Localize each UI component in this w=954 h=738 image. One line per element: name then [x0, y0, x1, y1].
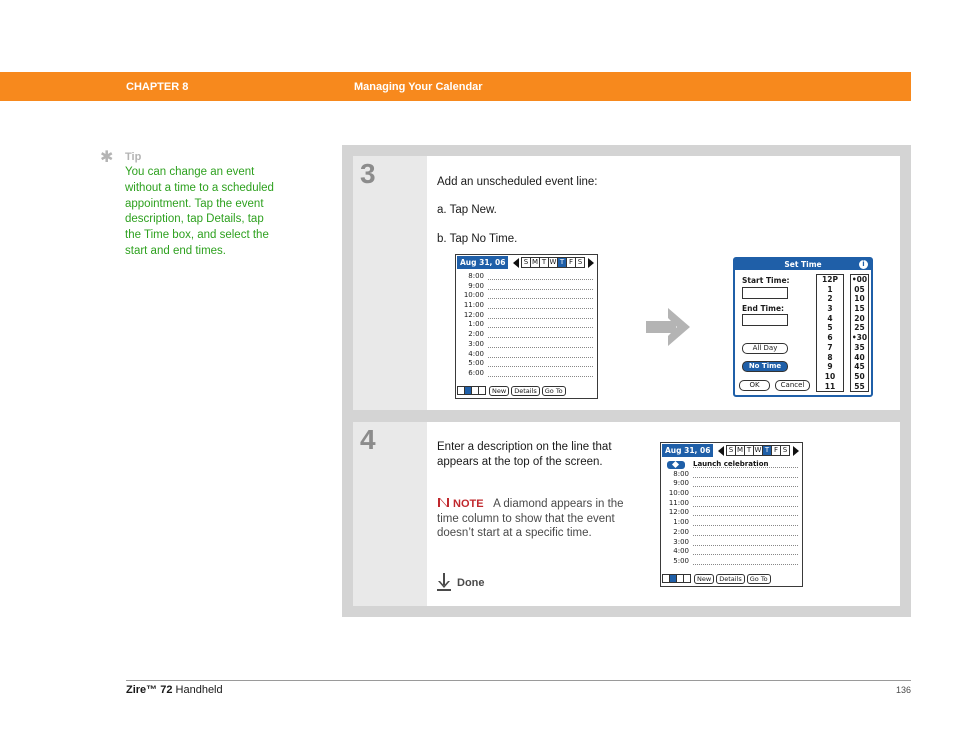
- time-row: [663, 538, 800, 548]
- previous-week-icon: [718, 446, 724, 456]
- minute-item: 50: [854, 371, 865, 381]
- day-button: M: [531, 258, 539, 266]
- time-row: [663, 470, 800, 480]
- next-week-icon: [588, 258, 594, 268]
- step-4-text: Enter a description on the line that appears at the top of the screen.: [437, 441, 612, 468]
- time-label: 10:00: [668, 489, 689, 498]
- time-row: [663, 547, 800, 557]
- palm-button: Details: [716, 574, 745, 584]
- minute-item: 10: [854, 294, 865, 304]
- end-time-field: [742, 314, 788, 326]
- minute-item: 55: [854, 381, 865, 391]
- view-buttons: [663, 574, 691, 583]
- step-number-column: [353, 156, 427, 410]
- end-time-label: End Time:: [742, 304, 785, 313]
- minute-item: 05: [854, 284, 865, 294]
- untimed-event-row: [663, 460, 800, 470]
- down-arrow-icon: [437, 573, 451, 591]
- time-row: [458, 340, 595, 350]
- minute-item: 40: [854, 352, 865, 362]
- day-button: S: [575, 257, 585, 268]
- time-row: [458, 320, 595, 330]
- time-label: 8:00: [673, 469, 689, 478]
- cancel-button: Cancel: [775, 380, 810, 391]
- palm-button: New: [489, 386, 509, 396]
- note-icon: [437, 497, 450, 508]
- time-label: 12:00: [668, 508, 689, 517]
- info-icon: i: [859, 260, 868, 269]
- day-button: T: [762, 445, 772, 456]
- set-time-dialog-screenshot: [733, 257, 873, 397]
- chapter-label: CHAPTER 8: [126, 81, 189, 93]
- time-row: [458, 369, 595, 379]
- month-view-icon: [478, 386, 486, 395]
- day-button: F: [566, 257, 576, 268]
- diamond-marker-icon: [667, 461, 685, 469]
- calendar-bottom-bar: [663, 573, 800, 584]
- minute-item: 15: [854, 304, 865, 314]
- product-name: Zire™ 72: [126, 684, 173, 696]
- tip-asterisk-icon: ✱: [100, 149, 114, 166]
- dialog-title: Set Time: [735, 259, 871, 270]
- footer-rule: [126, 680, 911, 681]
- time-label: 3:00: [468, 339, 484, 348]
- step-4: [353, 422, 900, 606]
- time-label: 1:00: [468, 320, 484, 329]
- time-row: [663, 518, 800, 528]
- hour-item: 10: [824, 371, 836, 381]
- note-text: A diamond appears in the time column to show that the event doesn’t start at a specific time.: [437, 498, 624, 539]
- page-number: 136: [895, 685, 911, 695]
- time-row: [663, 557, 800, 567]
- footer-product: [126, 684, 223, 696]
- day-button: F: [771, 445, 781, 456]
- hour-item: 2: [827, 294, 833, 304]
- time-row: [663, 508, 800, 518]
- day-button: T: [557, 257, 567, 268]
- week-day-selector: [513, 256, 594, 269]
- palm-button: Go To: [542, 386, 566, 396]
- day-button: T: [539, 257, 549, 268]
- minute-item: •30: [851, 333, 868, 343]
- minute-item: 35: [854, 342, 865, 352]
- week-day-selector: [718, 444, 799, 457]
- done-label: Done: [457, 577, 485, 589]
- step-3-item-a: a. Tap New.: [437, 204, 497, 216]
- time-row: [458, 301, 595, 311]
- time-label: 10:00: [463, 291, 484, 300]
- minute-item: •00: [851, 275, 868, 284]
- previous-week-icon: [513, 258, 519, 268]
- time-rows: [663, 460, 800, 567]
- month-view-icon: [683, 574, 691, 583]
- day-button: T: [744, 445, 754, 456]
- hour-item: 4: [827, 313, 833, 323]
- time-label: 8:00: [468, 272, 484, 280]
- time-label: 2:00: [468, 330, 484, 339]
- time-row: [458, 359, 595, 369]
- note: [437, 497, 629, 541]
- time-label: 9:00: [468, 281, 484, 290]
- view-buttons: [458, 386, 486, 395]
- time-row: [458, 350, 595, 360]
- day-button: M: [736, 446, 744, 454]
- tip-text: You can change an event without a time to a scheduled appointment. Tap the event description, tap Details, tap the Time box, and select the start and end times.: [125, 166, 274, 257]
- hour-item: 7: [827, 342, 833, 352]
- minute-item: 45: [854, 362, 865, 372]
- time-label: 1:00: [673, 518, 689, 527]
- time-label: 9:00: [673, 479, 689, 488]
- calendar-event-entry-screenshot: [660, 442, 803, 587]
- calendar-day-view-screenshot: [455, 254, 598, 399]
- palm-button: New: [694, 574, 714, 584]
- next-week-icon: [793, 446, 799, 456]
- minute-item: 20: [854, 313, 865, 323]
- step-number: 3: [360, 158, 376, 189]
- hour-item: 11: [824, 381, 836, 391]
- palm-button: Details: [511, 386, 540, 396]
- no-time-button: No Time: [742, 361, 788, 372]
- calendar-top-bar: [662, 444, 801, 458]
- calendar-top-bar: [457, 256, 596, 270]
- time-label: 12:00: [463, 310, 484, 319]
- hour-column: [816, 274, 844, 392]
- calendar-date: Aug 31, 06: [662, 444, 713, 457]
- chapter-title: Managing Your Calendar: [354, 81, 483, 93]
- hour-item: 12P: [822, 275, 838, 284]
- palm-button: Go To: [747, 574, 771, 584]
- time-label: 2:00: [673, 527, 689, 536]
- all-day-button: All Day: [742, 343, 788, 354]
- tip-label: Tip: [125, 151, 142, 163]
- step-3-intro: Add an unscheduled event line:: [437, 176, 598, 188]
- step-3-item-b: b. Tap No Time.: [437, 233, 518, 245]
- step-number-column: [353, 422, 427, 606]
- day-button: S: [521, 257, 531, 268]
- ok-button: OK: [739, 380, 770, 391]
- day-button: W: [549, 258, 557, 266]
- time-row: [663, 489, 800, 499]
- hour-item: 9: [827, 362, 833, 372]
- note-label: NOTE: [453, 498, 484, 510]
- time-row: [663, 499, 800, 509]
- time-label: 11:00: [668, 498, 689, 507]
- hour-item: 5: [827, 323, 833, 333]
- day-button: S: [726, 445, 736, 456]
- day-button: W: [754, 446, 762, 454]
- minute-column: [850, 274, 869, 392]
- time-label: 4:00: [468, 349, 484, 358]
- hour-item: 3: [827, 304, 833, 314]
- time-row: [458, 311, 595, 321]
- calendar-date: Aug 31, 06: [457, 256, 508, 269]
- time-label: 5:00: [673, 556, 689, 565]
- time-label: 3:00: [673, 537, 689, 546]
- start-time-field: [742, 287, 788, 299]
- time-label: 5:00: [468, 359, 484, 368]
- time-row: [458, 272, 595, 282]
- day-button: S: [780, 445, 790, 456]
- hour-item: 8: [827, 352, 833, 362]
- time-row: [458, 282, 595, 292]
- time-label: 6:00: [468, 368, 484, 377]
- calendar-bottom-bar: [458, 385, 595, 396]
- time-rows: [458, 272, 595, 379]
- right-arrow-icon: [644, 306, 692, 348]
- time-label: 11:00: [463, 301, 484, 310]
- hour-item: 1: [827, 284, 833, 294]
- hour-item: 6: [827, 333, 833, 343]
- time-row: [458, 330, 595, 340]
- product-suffix: Handheld: [172, 684, 223, 696]
- time-row: [663, 479, 800, 489]
- time-row: [458, 291, 595, 301]
- step-number: 4: [360, 424, 376, 455]
- event-description: Launch celebration: [693, 460, 769, 468]
- time-label: 4:00: [673, 547, 689, 556]
- chapter-header-bar: [0, 72, 911, 101]
- minute-item: 25: [854, 323, 865, 333]
- done-indicator: [437, 573, 485, 591]
- time-row: [663, 528, 800, 538]
- start-time-label: Start Time:: [742, 276, 790, 285]
